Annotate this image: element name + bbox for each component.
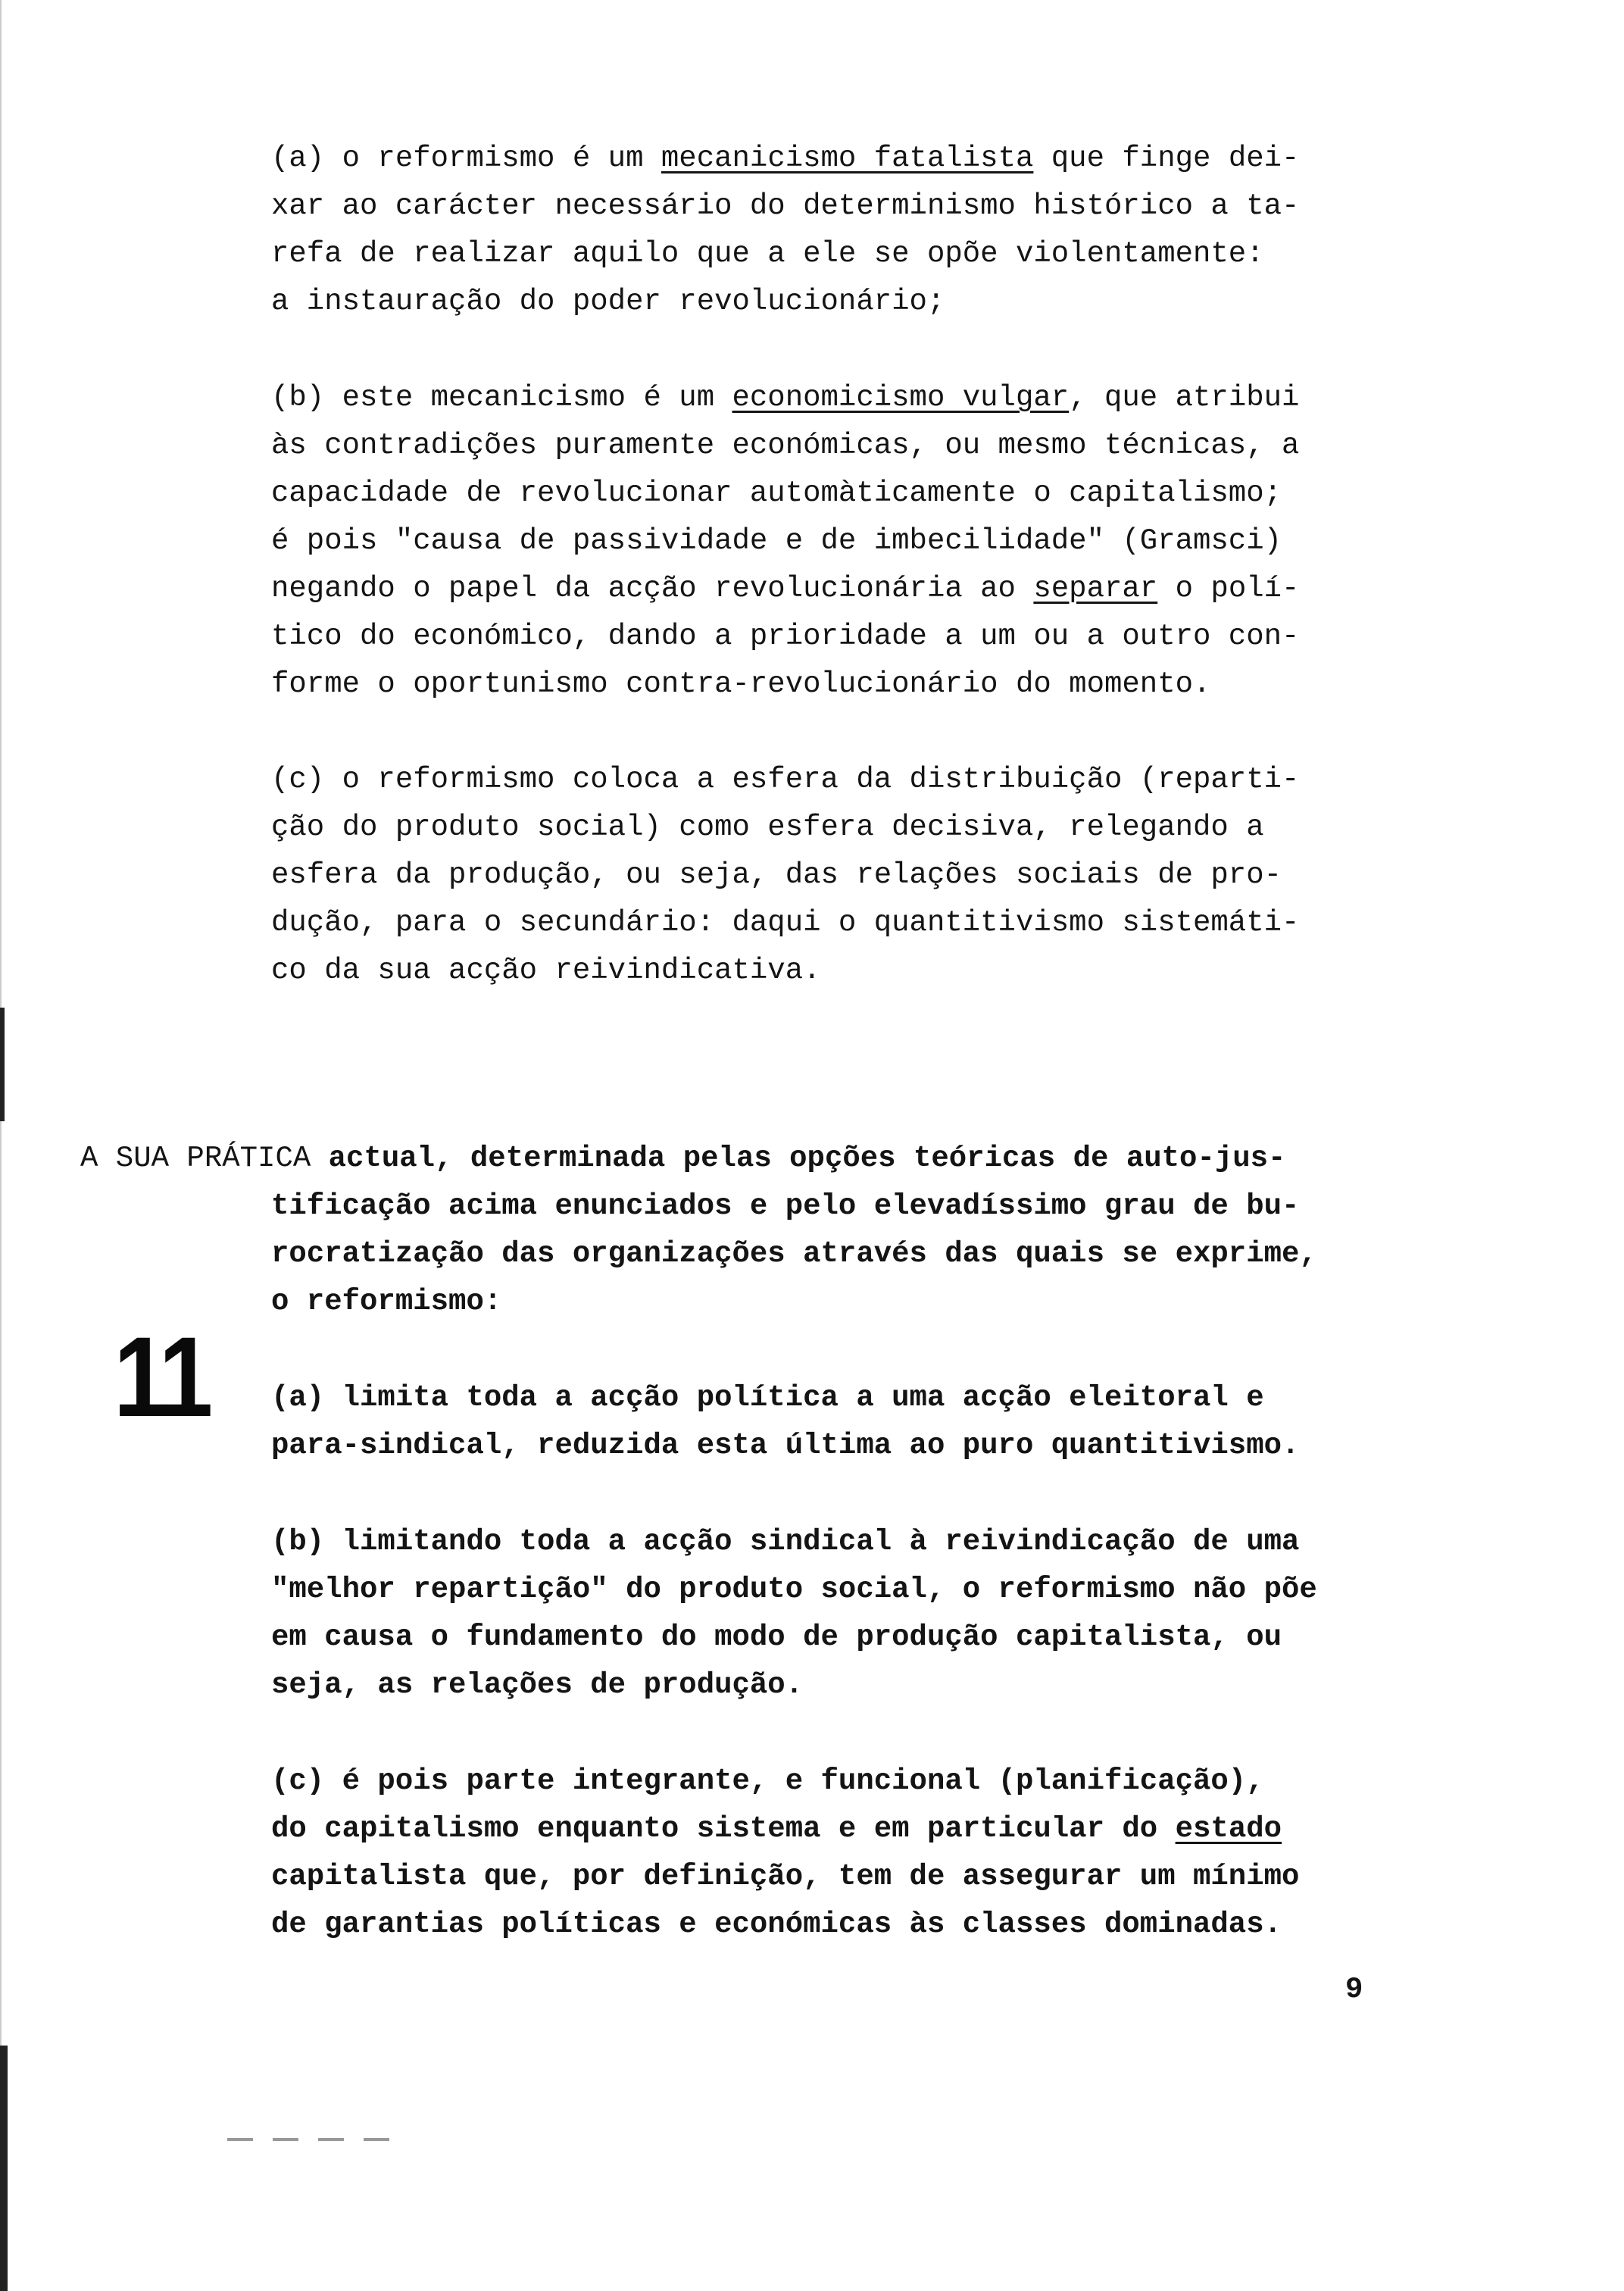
text-line <box>271 899 1438 947</box>
text-run: do capitalismo enquanto sistema e em particular do <box>271 1812 1176 1846</box>
text-run: xar ao carácter necessário do determinismo histórico a ta- <box>271 189 1300 223</box>
text-line <box>271 1518 1438 1566</box>
text-run: capacidade de revolucionar automàticamente o capitalismo; <box>271 477 1282 510</box>
heading-line: o reformismo: <box>271 1285 502 1318</box>
text-run: tico do económico, dando a prioridade a um ou a outro con- <box>271 620 1300 653</box>
text-run: (c) é pois parte integrante, e funcional (planificação), <box>271 1764 1264 1798</box>
text-run: a instauração do poder revolucionário; <box>271 285 945 318</box>
text-line <box>271 374 1438 422</box>
paragraph-section-c <box>271 1758 1438 1949</box>
text-line <box>271 613 1438 661</box>
text-run: (b) este mecanicismo é um <box>271 381 732 414</box>
scan-edge-mark <box>0 1008 5 1121</box>
text-line <box>271 1853 1438 1901</box>
text-line <box>271 1661 1438 1709</box>
text-run: (b) limitando toda a acção sindical à reivindicação de uma <box>271 1525 1300 1558</box>
text-line <box>271 517 1438 565</box>
text-line <box>271 661 1438 708</box>
text-line <box>271 1614 1438 1661</box>
section-number: 11 <box>114 1313 210 1440</box>
text-run: , que atribui <box>1069 381 1300 414</box>
underlined-phrase: mecanicismo fatalista <box>661 142 1034 175</box>
text-run: (a) o reformismo é um <box>271 142 661 175</box>
text-run: em causa o fundamento do modo de produção capitalista, ou <box>271 1621 1282 1654</box>
page-number: 9 <box>1345 1973 1363 2006</box>
underlined-phrase: estado <box>1175 1812 1282 1846</box>
text-run: forme o oportunismo contra-revolucionário do momento. <box>271 667 1211 701</box>
heading-line: tificação acima enunciados e pelo elevadíssimo grau de bu- <box>271 1189 1300 1223</box>
text-line <box>271 1422 1438 1470</box>
heading-line: rocratização das organizações através das quais se exprime, <box>271 1237 1317 1271</box>
text-line <box>271 422 1438 470</box>
text-run: ção do produto social) como esfera decisiva, relegando a <box>271 811 1264 844</box>
text-run: seja, as relações de produção. <box>271 1668 804 1702</box>
text-run: que finge dei- <box>1033 142 1300 175</box>
section-heading <box>80 1135 1317 1326</box>
text-run: capitalista que, por definição, tem de assegurar um mínimo <box>271 1860 1300 1893</box>
text-run: dução, para o secundário: daqui o quantitivismo sistemáti- <box>271 906 1300 939</box>
text-run: (a) limita toda a acção política a uma acção eleitoral e <box>271 1381 1264 1414</box>
text-line <box>271 1901 1438 1949</box>
paragraph-section-b <box>271 1518 1438 1709</box>
text-run: "melhor repartição" do produto social, o reformismo não põe <box>271 1573 1317 1606</box>
text-run: de garantias políticas e económicas às classes dominadas. <box>271 1908 1282 1941</box>
text-run: é pois "causa de passividade e de imbecilidade" (Gramsci) <box>271 524 1282 558</box>
text-run: para-sindical, reduzida esta última ao puro quantitivismo. <box>271 1429 1300 1462</box>
text-run: (c) o reformismo coloca a esfera da distribuição (reparti- <box>271 763 1300 796</box>
heading-first-line <box>80 1135 1317 1183</box>
text-line <box>271 230 1438 278</box>
text-line <box>271 278 1438 326</box>
text-run: às contradições puramente económicas, ou mesmo técnicas, a <box>271 429 1300 462</box>
scan-edge <box>0 0 2 2291</box>
scan-dash-marks <box>227 2138 401 2141</box>
text-run: co da sua acção reivindicativa. <box>271 954 821 987</box>
paragraph-intro-b <box>271 374 1438 708</box>
paragraph-intro-a <box>271 135 1438 326</box>
text-line <box>271 470 1438 517</box>
text-line <box>271 1374 1438 1422</box>
text-run: o polí- <box>1157 572 1300 605</box>
text-run: negando o papel da acção revolucionária ao <box>271 572 1034 605</box>
text-run: esfera da produção, ou seja, das relações sociais de pro- <box>271 858 1282 892</box>
text-line <box>271 804 1438 852</box>
text-line <box>271 135 1438 183</box>
text-run: refa de realizar aquilo que a ele se opõe violentamente: <box>271 237 1264 270</box>
underlined-phrase: economicismo vulgar <box>732 381 1070 414</box>
text-line <box>271 1805 1438 1853</box>
paragraph-intro-c <box>271 756 1438 995</box>
text-line <box>271 756 1438 804</box>
scan-edge-mark <box>0 2046 8 2291</box>
text-line <box>271 565 1438 613</box>
text-line <box>271 1566 1438 1614</box>
underlined-phrase: separar <box>1033 572 1158 605</box>
text-line <box>271 852 1438 899</box>
heading-lead: A SUA PRÁTICA <box>80 1142 311 1175</box>
heading-line: actual, determinada pelas opções teóricas de auto-jus- <box>311 1142 1286 1175</box>
text-line <box>271 947 1438 995</box>
text-line <box>271 183 1438 230</box>
text-line <box>271 1758 1438 1805</box>
paragraph-section-a <box>271 1374 1438 1470</box>
